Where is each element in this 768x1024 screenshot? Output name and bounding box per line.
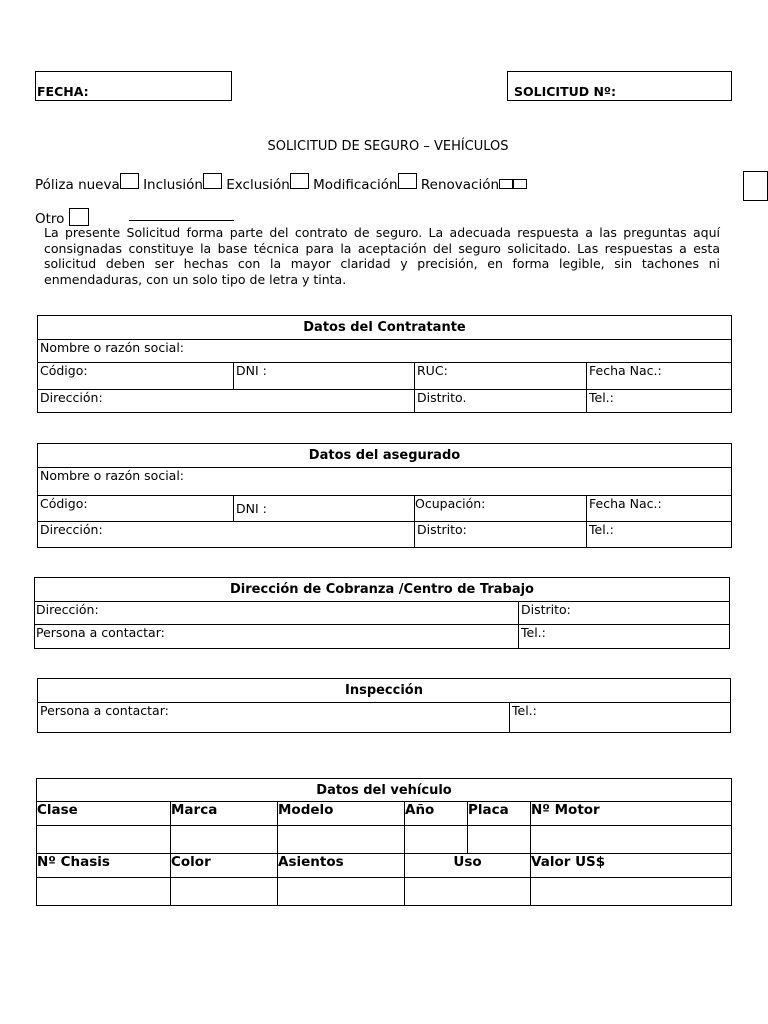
vehiculo-color-input[interactable]: [171, 878, 278, 906]
checkbox-exclusion[interactable]: [290, 173, 309, 189]
vehiculo-clase-input[interactable]: [37, 826, 171, 854]
asegurado-ocupacion[interactable]: Ocupación:: [415, 496, 587, 522]
vehiculo-anio-input[interactable]: [405, 826, 468, 854]
policy-options: [35, 173, 527, 193]
inspeccion-persona[interactable]: Persona a contactar:: [38, 703, 510, 733]
checkbox-otro[interactable]: [69, 208, 89, 226]
vehiculo-marca-header: Marca: [171, 802, 278, 826]
side-checkbox[interactable]: [743, 171, 768, 201]
solicitud-number-box[interactable]: [507, 71, 732, 101]
inspeccion-table: [37, 678, 731, 733]
fecha-box[interactable]: [35, 71, 232, 101]
solicitud-number-label: SOLICITUD Nº:: [514, 84, 616, 99]
option-inclusion-label: Inclusión: [143, 177, 203, 193]
cobranza-direccion[interactable]: Dirección:: [35, 602, 519, 625]
contratante-fecha-nac[interactable]: Fecha Nac.:: [587, 363, 732, 390]
vehiculo-uso-input[interactable]: [405, 878, 531, 906]
vehiculo-asientos-input[interactable]: [278, 878, 405, 906]
asegurado-direccion[interactable]: Dirección:: [38, 522, 415, 548]
contratante-direccion[interactable]: Dirección:: [38, 390, 415, 413]
inspeccion-title: Inspección: [38, 679, 731, 703]
option-modificacion-label: Modificación: [313, 177, 398, 193]
checkbox-renovacion-extra[interactable]: [513, 179, 527, 189]
contratante-title: Datos del Contratante: [38, 316, 732, 340]
asegurado-table: [37, 443, 732, 548]
fecha-label: FECHA:: [37, 84, 89, 99]
vehiculo-placa-header: Placa: [468, 802, 531, 826]
option-poliza-nueva-label: Póliza nueva: [35, 177, 120, 193]
vehiculo-color-header: Color: [171, 854, 278, 878]
form-title: SOLICITUD DE SEGURO – VEHÍCULOS: [267, 139, 509, 154]
contratante-nombre[interactable]: Nombre o razón social:: [38, 340, 732, 363]
vehiculo-marca-input[interactable]: [171, 826, 278, 854]
asegurado-dni[interactable]: DNI :: [234, 496, 415, 522]
intro-paragraph: La presente Solicitud forma parte del contrato de seguro. La adecuada respuesta a las preguntas aquí consignadas constituye la base técnica para la aceptación del seguro solicitado. Las respuestas a esta solicitud deben ser hechas con la mayor claridad y precisión, en forma legible, sin tachones ni enmendaduras, con un solo tipo de letra y tinta.: [44, 225, 720, 287]
contratante-tel[interactable]: Tel.:: [587, 390, 732, 413]
vehiculo-uso-header: Uso: [405, 854, 531, 878]
contratante-table: [37, 315, 732, 413]
vehiculo-placa-input[interactable]: [468, 826, 531, 854]
checkbox-poliza-nueva[interactable]: [120, 173, 139, 189]
otro-line[interactable]: [129, 220, 234, 221]
vehiculo-title: Datos del vehículo: [37, 779, 732, 802]
asegurado-nombre[interactable]: Nombre o razón social:: [38, 468, 732, 496]
vehiculo-chasis-input[interactable]: [37, 878, 171, 906]
asegurado-fecha-nac[interactable]: Fecha Nac.:: [587, 496, 732, 522]
inspeccion-tel[interactable]: Tel.:: [510, 703, 731, 733]
vehiculo-chasis-header: Nº Chasis: [37, 854, 171, 878]
asegurado-title: Datos del asegurado: [38, 444, 732, 468]
option-otro-label: Otro: [35, 211, 65, 227]
contratante-distrito[interactable]: Distrito.: [415, 390, 587, 413]
cobranza-title: Dirección de Cobranza /Centro de Trabajo: [35, 578, 730, 602]
asegurado-tel[interactable]: Tel.:: [587, 522, 732, 548]
vehiculo-valor-header: Valor US$: [531, 854, 732, 878]
vehiculo-modelo-header: Modelo: [278, 802, 405, 826]
checkbox-renovacion[interactable]: [499, 179, 513, 189]
vehiculo-asientos-header: Asientos: [278, 854, 405, 878]
contratante-ruc[interactable]: RUC:: [415, 363, 587, 390]
vehiculo-valor-input[interactable]: [531, 878, 732, 906]
asegurado-codigo[interactable]: Código:: [38, 496, 234, 522]
vehiculo-motor-header: Nº Motor: [531, 802, 732, 826]
option-exclusion-label: Exclusión: [226, 177, 290, 193]
asegurado-distrito[interactable]: Distrito:: [415, 522, 587, 548]
vehiculo-anio-header: Año: [405, 802, 468, 826]
contratante-codigo[interactable]: Código:: [38, 363, 234, 390]
contratante-dni[interactable]: DNI :: [234, 363, 415, 390]
cobranza-persona[interactable]: Persona a contactar:: [35, 625, 519, 649]
checkbox-modificacion[interactable]: [398, 173, 417, 189]
vehiculo-table: [36, 778, 732, 906]
cobranza-table: [34, 577, 730, 649]
vehiculo-motor-input[interactable]: [531, 826, 732, 854]
option-renovacion-label: Renovación: [420, 177, 500, 193]
vehiculo-clase-header: Clase: [37, 802, 171, 826]
cobranza-tel[interactable]: Tel.:: [519, 625, 730, 649]
checkbox-inclusion[interactable]: [203, 173, 222, 189]
cobranza-distrito[interactable]: Distrito:: [519, 602, 730, 625]
vehiculo-modelo-input[interactable]: [278, 826, 405, 854]
